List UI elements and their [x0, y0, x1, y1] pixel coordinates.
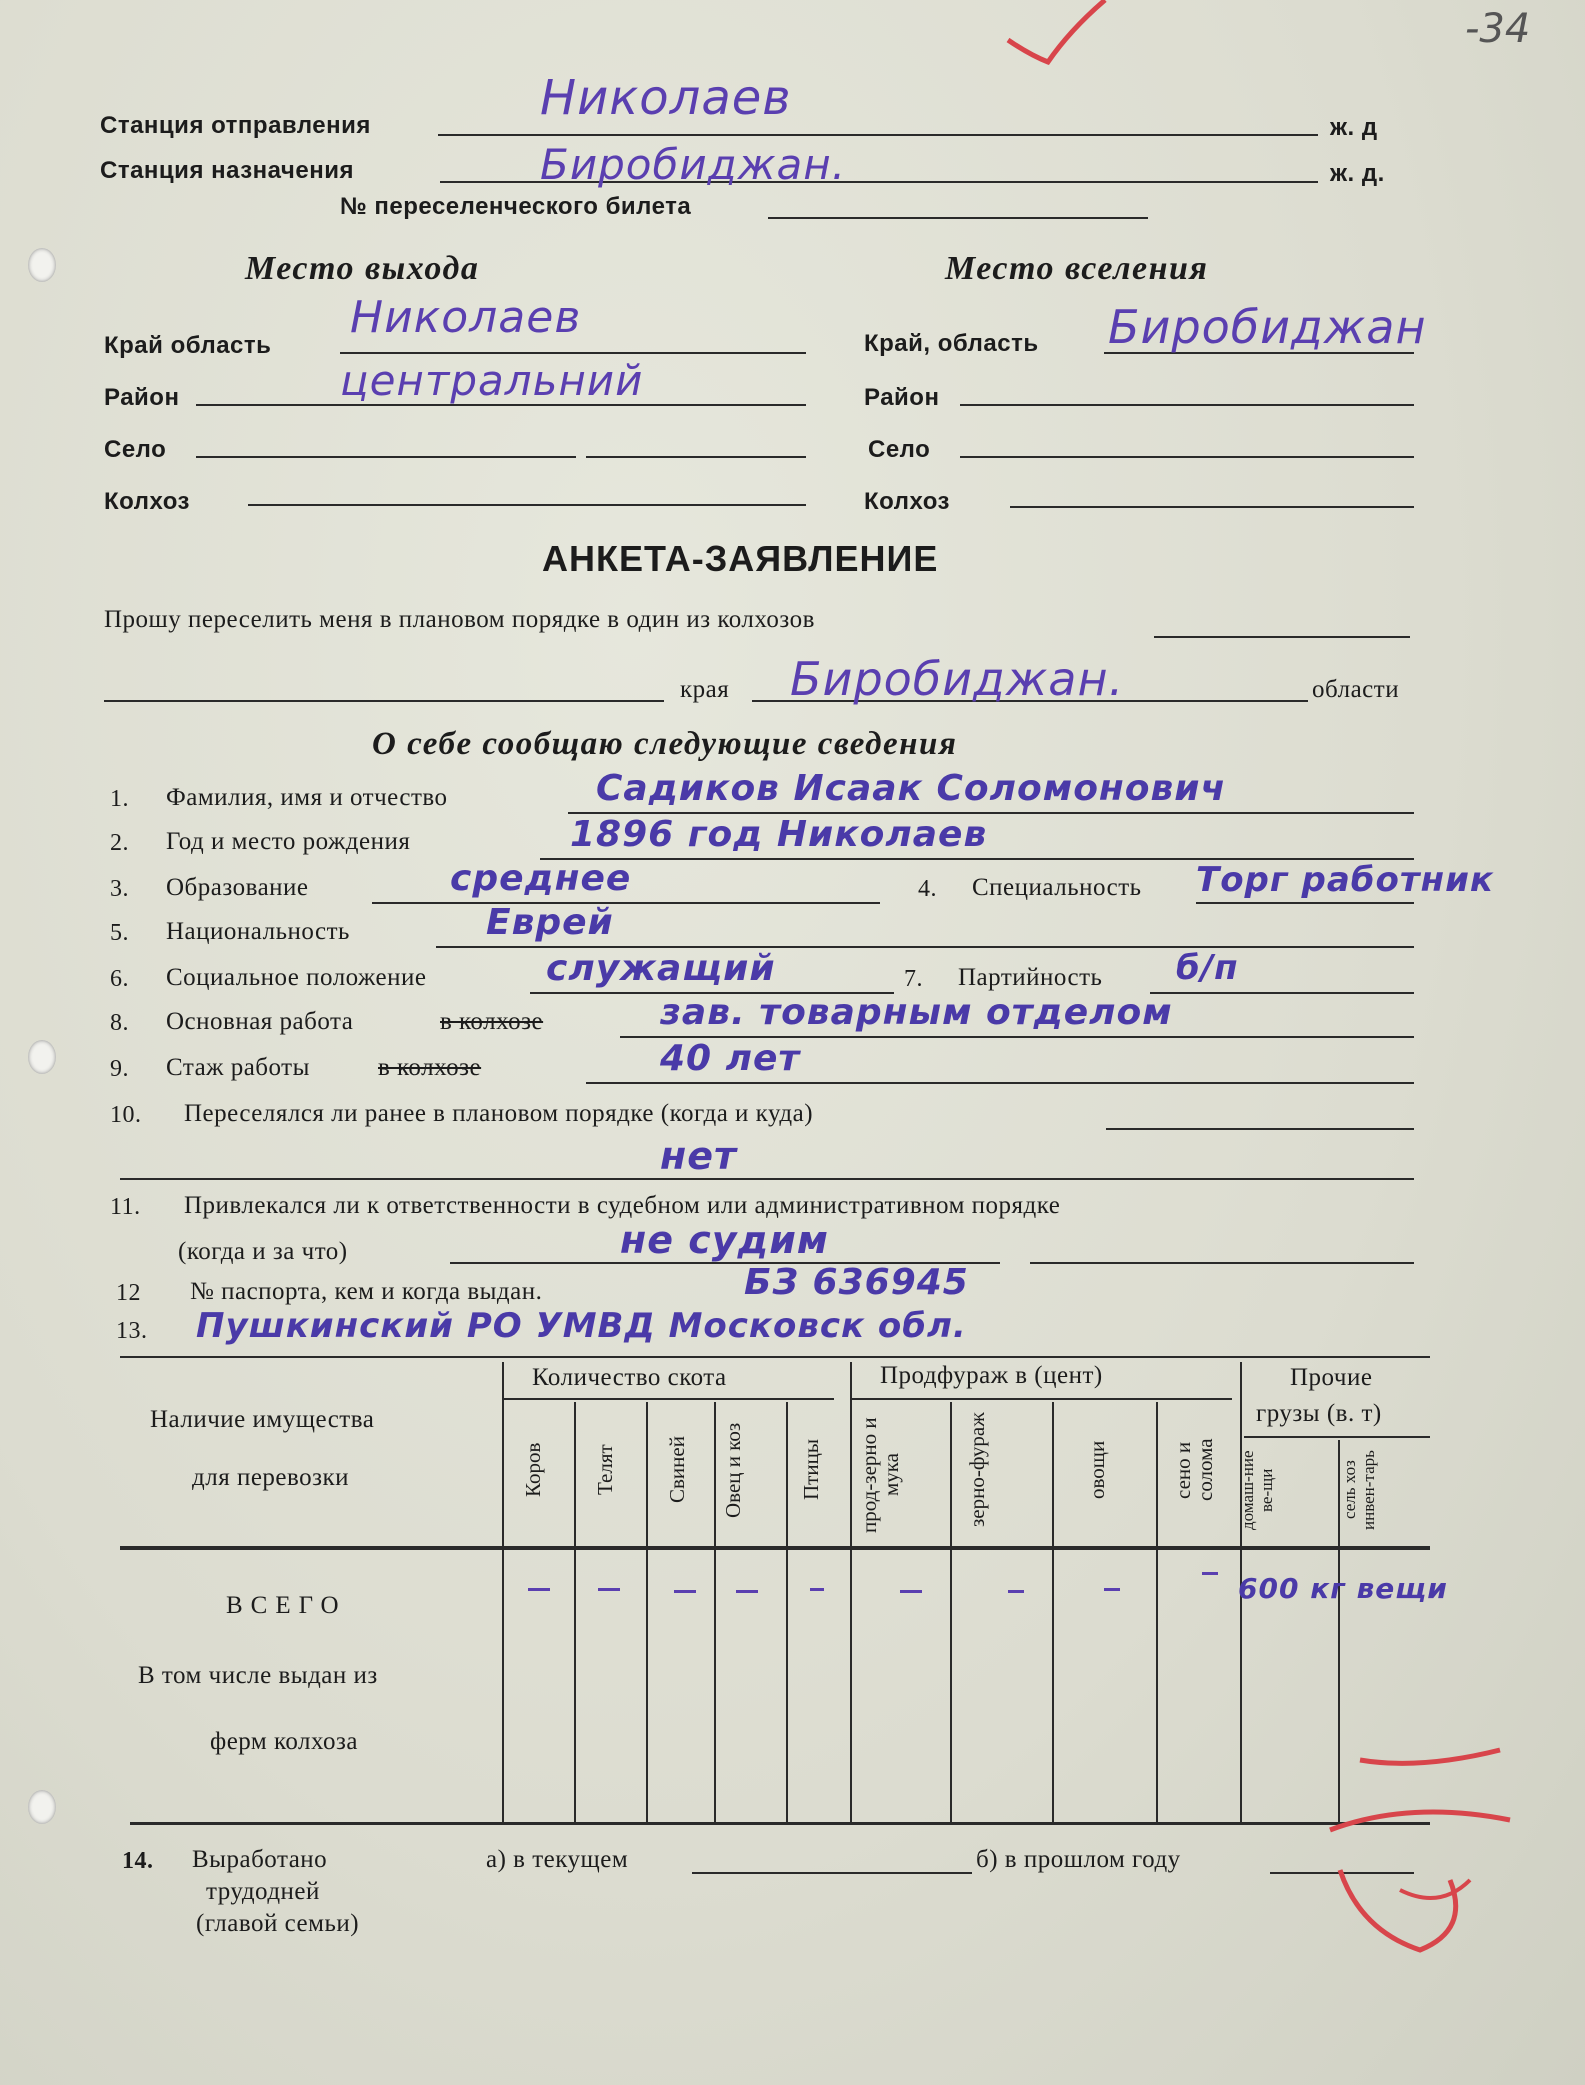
- empty-value-dash: [528, 1588, 550, 1591]
- item-number: 10.: [110, 1102, 142, 1128]
- table-top-border: [120, 1356, 1430, 1358]
- specialty-label: Специальность: [972, 874, 1142, 901]
- resettled-before-line-2: [120, 1178, 1414, 1180]
- social-status-value: служащий: [546, 948, 776, 989]
- kraya-label: края: [680, 676, 730, 703]
- empty-value-dash: [674, 1590, 696, 1593]
- col-calves: Телят: [593, 1444, 617, 1496]
- red-pencil-scribble: [1300, 1730, 1540, 1990]
- item-number: 4.: [918, 876, 937, 902]
- punch-hole: [28, 248, 56, 282]
- origin-district-value: центральний: [340, 356, 644, 405]
- origin-region-line: [340, 352, 806, 354]
- household-goods-total: 600 кг вещи: [1238, 1572, 1448, 1605]
- col-grain: прод-зерно и мука: [857, 1417, 903, 1533]
- table-header-bottom-border: [120, 1546, 1430, 1550]
- fodder-group-header: Продфураж в (цент): [880, 1362, 1103, 1389]
- education-value: среднее: [450, 858, 632, 899]
- current-year-line: [692, 1872, 972, 1874]
- request-text: Прошу переселить меня в плановом порядке в один из колхозов: [104, 606, 815, 633]
- birth-value: 1896 год Николаев: [570, 814, 988, 855]
- origin-district-label: Район: [104, 384, 180, 411]
- origin-kolkhoz-label: Колхоз: [104, 488, 190, 515]
- party-value: б/п: [1176, 948, 1239, 988]
- empty-value-dash: [1202, 1572, 1218, 1575]
- livestock-group-line: [504, 1398, 834, 1400]
- resettled-before-value: нет: [660, 1134, 738, 1178]
- workdays-label: Выработано: [192, 1846, 328, 1873]
- origin-region-label: Край область: [104, 332, 272, 359]
- table-divider: [786, 1402, 788, 1822]
- info-heading: О себе сообщаю следующие сведения: [372, 726, 958, 762]
- item-number: 5.: [110, 920, 129, 946]
- nationality-value: Еврей: [486, 902, 614, 943]
- other-group-header-2: грузы (в. т): [1256, 1400, 1382, 1427]
- col-birds: Птицы: [799, 1439, 823, 1501]
- table-divider: [502, 1362, 504, 1822]
- oblasti-label: области: [1312, 676, 1400, 703]
- main-job-label: Основная работа: [166, 1008, 354, 1035]
- origin-region-value: Николаев: [350, 292, 582, 343]
- departure-station-line: [438, 134, 1318, 136]
- table-divider: [1156, 1402, 1158, 1822]
- destination-station-label: Станция назначения: [100, 157, 354, 184]
- main-job-struck-text: в колхозе: [440, 1008, 544, 1035]
- destination-region-label: Край, область: [864, 330, 1039, 357]
- col-hay: сено и солома: [1171, 1438, 1217, 1502]
- col-vegetables: овощи: [1085, 1440, 1109, 1500]
- destination-station-value: Биробиджан.: [540, 140, 847, 189]
- empty-value-dash: [598, 1588, 620, 1591]
- punch-hole: [28, 1040, 56, 1074]
- item-number: 3.: [110, 876, 129, 902]
- col-household-goods: домаш-ние ве-щи: [1238, 1450, 1276, 1530]
- item-number: 11.: [110, 1194, 141, 1220]
- table-divider: [574, 1402, 576, 1822]
- destination-kolkhoz-label: Колхоз: [864, 488, 950, 515]
- resettled-before-label: Переселялся ли ранее в плановом порядке (когда и куда): [184, 1100, 814, 1127]
- table-row-header-2: для перевозки: [192, 1464, 350, 1491]
- item-number: 1.: [110, 786, 129, 812]
- item-number: 2.: [110, 830, 129, 856]
- destination-heading: Место вселения: [945, 250, 1209, 287]
- other-group-line: [1244, 1436, 1430, 1438]
- request-line: [1154, 636, 1410, 638]
- destination-village-label: Село: [868, 436, 931, 463]
- item-number: 8.: [110, 1010, 129, 1036]
- empty-value-dash: [1104, 1588, 1120, 1591]
- fodder-group-line: [852, 1398, 1232, 1400]
- specialty-value: Торг работник: [1196, 860, 1494, 900]
- workdays-label-2: трудодней: [206, 1878, 320, 1905]
- full-name-label: Фамилия, имя и отчество: [166, 784, 448, 811]
- origin-village-line-2: [586, 456, 806, 458]
- experience-line: [586, 1082, 1414, 1084]
- main-job-value: зав. товарным отделом: [660, 992, 1173, 1033]
- col-fodder: зерно-фураж: [965, 1412, 989, 1528]
- current-year-label: а) в текущем: [486, 1846, 629, 1873]
- social-status-label: Социальное положение: [166, 964, 427, 991]
- prosecuted-label-2: (когда и за что): [178, 1238, 348, 1265]
- passport-label: № паспорта, кем и когда выдан.: [190, 1278, 543, 1305]
- birth-label: Год и место рождения: [166, 828, 411, 855]
- livestock-group-header: Количество скота: [532, 1364, 727, 1391]
- ticket-number-label: № переселенческого билета: [340, 193, 692, 220]
- rail-suffix: ж. д.: [1330, 160, 1385, 187]
- rail-suffix: ж. д: [1330, 114, 1378, 141]
- item-number: 13.: [116, 1318, 148, 1344]
- experience-value: 40 лет: [660, 1038, 801, 1079]
- experience-label: Стаж работы: [166, 1054, 310, 1081]
- other-group-header: Прочие: [1290, 1364, 1373, 1391]
- workdays-label-3: (главой семьи): [196, 1910, 360, 1937]
- table-divider: [850, 1362, 852, 1822]
- kraya-value: Биробиджан.: [790, 652, 1125, 706]
- empty-value-dash: [900, 1590, 922, 1593]
- form-title: АНКЕТА-ЗАЯВЛЕНИЕ: [542, 538, 939, 579]
- experience-struck-text: в колхозе: [378, 1054, 482, 1081]
- party-line: [1150, 992, 1414, 994]
- col-farm-tools: сель хоз инвен-тарь: [1340, 1450, 1378, 1530]
- empty-value-dash: [736, 1590, 758, 1593]
- punch-hole: [28, 1790, 56, 1824]
- education-label: Образование: [166, 874, 309, 901]
- empty-value-dash: [1008, 1590, 1024, 1593]
- item-number: 9.: [110, 1056, 129, 1082]
- archive-number: -34: [1465, 6, 1531, 52]
- item-number: 14.: [122, 1848, 154, 1874]
- table-row-header-1: Наличие имущества: [150, 1406, 375, 1433]
- prosecuted-label: Привлекался ли к ответственности в судебном или административном порядке: [184, 1192, 1061, 1219]
- table-bottom-border: [130, 1822, 1430, 1825]
- destination-kolkhoz-line: [1010, 506, 1414, 508]
- including-row-label-2: ферм колхоза: [210, 1728, 359, 1755]
- ticket-number-line: [768, 217, 1148, 219]
- table-divider: [1052, 1402, 1054, 1822]
- kraya-line-left: [104, 700, 664, 702]
- item-number: 12: [116, 1280, 141, 1306]
- col-sheep: Овец и коз: [721, 1422, 745, 1518]
- passport-value: БЗ 636945: [744, 1262, 969, 1303]
- origin-village-line: [196, 456, 576, 458]
- full-name-value: Садиков Исаак Соломонович: [596, 768, 1227, 809]
- party-label: Партийность: [958, 964, 1103, 991]
- departure-station-value: Николаев: [540, 70, 792, 126]
- including-row-label: В том числе выдан из: [138, 1662, 378, 1689]
- total-row-label: ВСЕГО: [226, 1592, 347, 1619]
- specialty-line: [1196, 902, 1414, 904]
- nationality-label: Национальность: [166, 918, 350, 945]
- destination-district-line: [960, 404, 1414, 406]
- table-divider: [950, 1402, 952, 1822]
- origin-kolkhoz-line: [248, 504, 806, 506]
- prosecuted-value: не судим: [620, 1218, 829, 1262]
- destination-district-label: Район: [864, 384, 940, 411]
- resettled-before-line: [1106, 1128, 1414, 1130]
- origin-village-label: Село: [104, 436, 167, 463]
- table-divider: [714, 1402, 716, 1822]
- col-pigs: Свиней: [665, 1436, 689, 1504]
- col-cows: Коров: [521, 1442, 545, 1498]
- item-number: 6.: [110, 966, 129, 992]
- table-divider: [646, 1402, 648, 1822]
- prosecuted-line-2: [1030, 1262, 1414, 1264]
- item-number: 7.: [904, 966, 923, 992]
- previous-year-label: б) в прошлом году: [976, 1846, 1181, 1873]
- destination-village-line: [960, 456, 1414, 458]
- departure-station-label: Станция отправления: [100, 112, 371, 139]
- empty-value-dash: [810, 1588, 824, 1591]
- destination-region-value: Биробиджан: [1108, 300, 1427, 354]
- education-line: [372, 902, 880, 904]
- origin-heading: Место выхода: [245, 250, 480, 287]
- passport-issuer-value: Пушкинский РО УМВД Московск обл.: [196, 1306, 967, 1346]
- red-check-mark: [1000, 0, 1110, 70]
